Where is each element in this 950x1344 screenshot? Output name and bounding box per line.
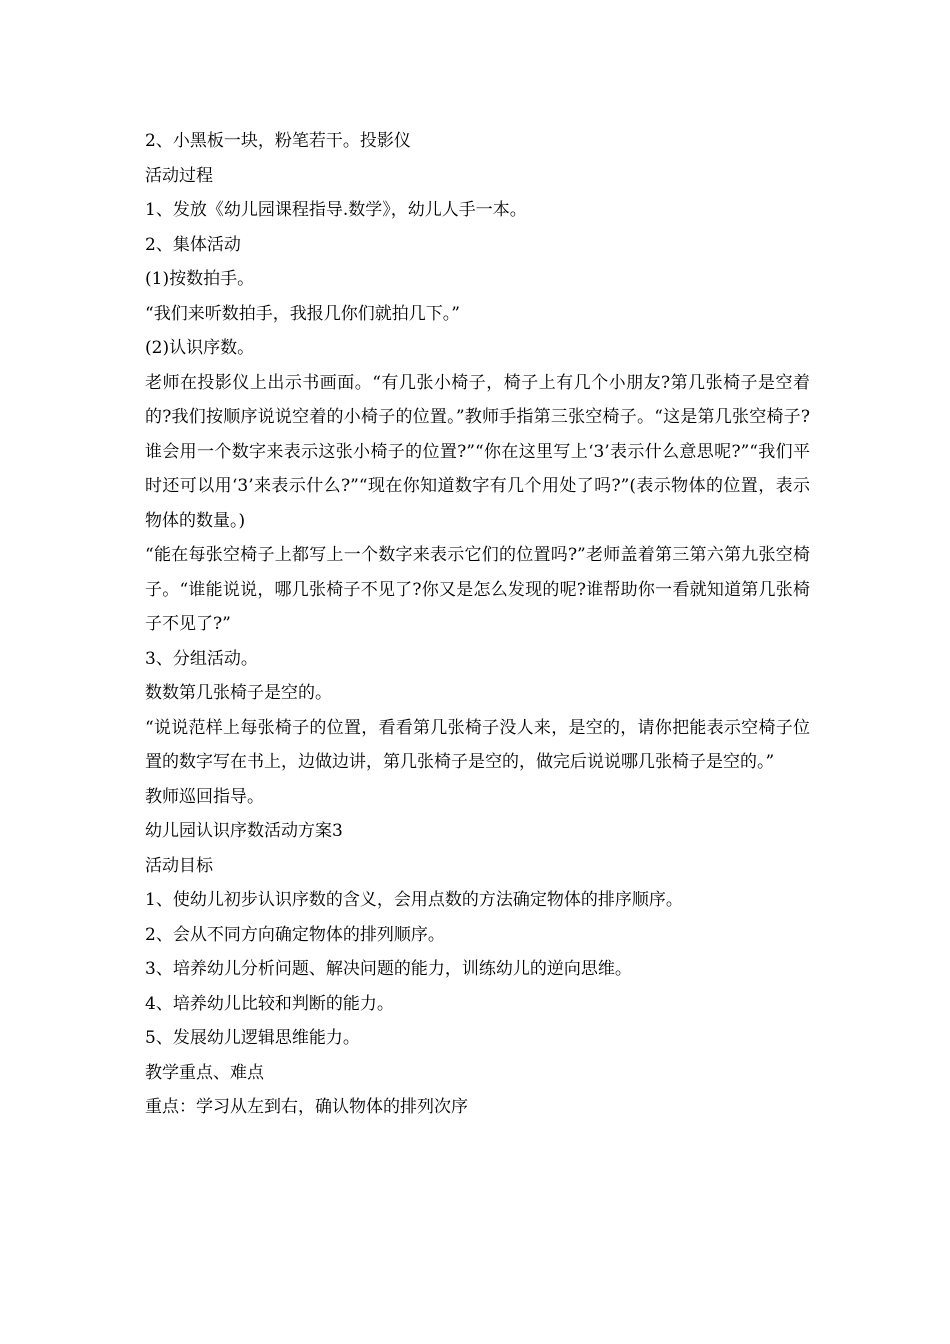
goal-2-line: 2、会从不同方向确定物体的排列顺序。 [145,924,445,945]
document-body [145,124,810,1125]
count-line: 数数第几张椅子是空的。 [145,683,332,703]
key-point-line: 重点：学习从左到右，确认物体的排列次序 [145,1097,468,1117]
clap-quote-line: “我们来听数拍手，我报几你们就拍几下。” [145,303,460,324]
sample-paragraph: “说说范样上每张椅子的位置，看看第几张椅子没人来，是空的，请你把能表示空椅子位置的数字写在书上，边做边讲，第几张椅子是空的，做完后说说哪几张椅子是空的。” [145,717,810,772]
goal-1-line: 1、使幼儿初步认识序数的含义，会用点数的方法确定物体的排序顺序。 [145,890,683,910]
cover-chairs-paragraph: “能在每张空椅子上都写上一个数字来表示它们的位置吗?”老师盖着第三第六第九张空椅子。“谁能说说，哪几张椅子不见了?你又是怎么发现的呢?谁帮助你一看就知道第几张椅子不见了?” [145,545,810,634]
section-heading-key-points: 教学重点、难点 [145,1062,264,1083]
substep-ordinal-line: (2)认识序数。 [145,338,255,358]
substep-clap-line: (1)按数拍手。 [145,269,255,289]
section-heading-goals: 活动目标 [145,855,213,876]
goal-4-line: 4、培养幼儿比较和判断的能力。 [145,993,394,1014]
step-1-line: 1、发放《幼儿园课程指导.数学》，幼儿人手一本。 [145,200,527,220]
goal-3-line: 3、培养幼儿分析问题、解决问题的能力，训练幼儿的逆向思维。 [145,959,632,979]
teacher-guidance-line: 教师巡回指导。 [145,786,264,807]
section-heading-process: 活动过程 [145,165,213,186]
step-3-line: 3、分组活动。 [145,648,258,669]
goal-5-line: 5、发展幼儿逻辑思维能力。 [145,1028,360,1048]
teacher-paragraph: 老师在投影仪上出示书画面。“有几张小椅子，椅子上有几个小朋友?第几张椅子是空着的?我们按顺序说说空着的小椅子的位置。”教师手指第三张空椅子。“这是第几张空椅子?谁会用一个数字来表示这张小椅子的位置?”“你在这里写上‘3’表示什么意思呢?”“我们平时还可以用‘3’来表示什么?”“现在你知道数字有几个用处了吗?”(表示物体的位置，表示物体的数量。) [145,372,810,531]
materials-line: 2、小黑板一块，粉笔若干。投影仪 [145,131,411,151]
plan-title: 幼儿园认识序数活动方案3 [145,821,343,841]
step-2-line: 2、集体活动 [145,234,241,255]
